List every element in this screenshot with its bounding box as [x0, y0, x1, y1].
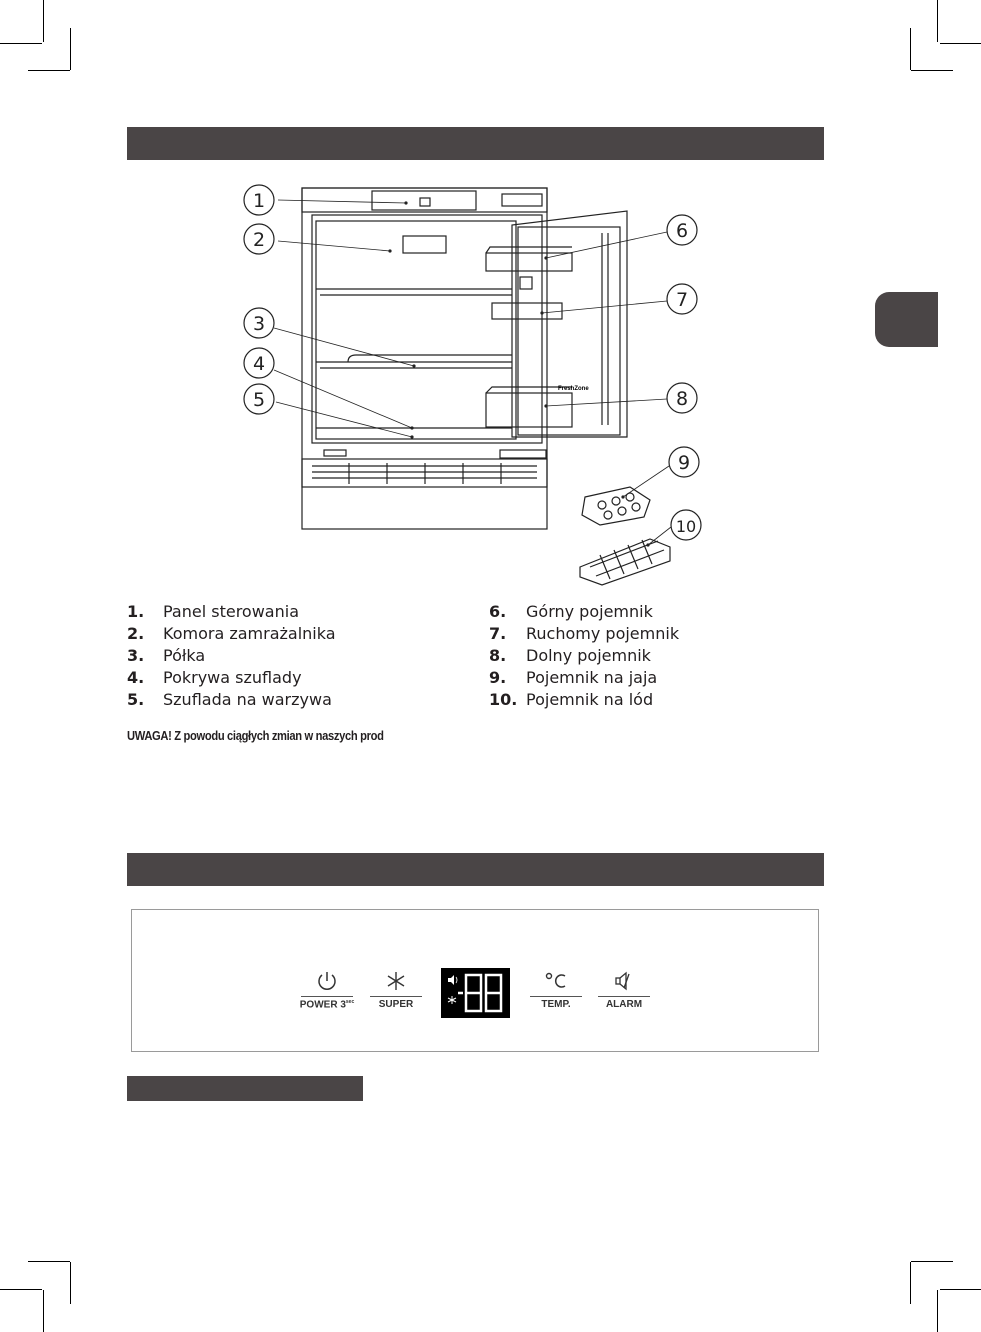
super-button[interactable]: SUPER — [368, 970, 424, 1010]
temp-button[interactable]: TEMP. — [528, 970, 584, 1010]
control-panel-top — [302, 188, 547, 212]
crop-mark — [70, 28, 71, 70]
list-item: 1. Panel sterowania — [127, 602, 299, 621]
door-outline — [512, 211, 627, 437]
crop-mark — [910, 28, 911, 70]
seven-segment-digits — [458, 975, 501, 1011]
crop-mark — [70, 1262, 71, 1304]
crop-mark — [28, 70, 70, 71]
list-item: 8. Dolny pojemnik — [489, 646, 651, 665]
list-item: 6. Górny pojemnik — [489, 602, 653, 621]
chapter-tab — [875, 292, 938, 347]
fridge-diagram — [230, 175, 710, 587]
list-item: 9. Pojemnik na jaja — [489, 668, 658, 687]
crop-mark — [43, 0, 44, 42]
callout-3: 3 — [252, 313, 266, 335]
callout-7: 7 — [675, 289, 689, 311]
list-item: 10. Pojemnik na lód — [489, 690, 654, 709]
list-item: 4. Pokrywa szuflady — [127, 668, 302, 687]
callout-8: 8 — [675, 388, 689, 410]
snowflake-icon — [448, 996, 456, 1004]
crop-mark — [937, 1290, 938, 1332]
list-item: 7. Ruchomy pojemnik — [489, 624, 680, 643]
ice-tray — [580, 539, 670, 585]
celsius-icon — [528, 970, 584, 994]
upper-bin — [486, 253, 572, 271]
crop-mark — [937, 0, 938, 42]
section-header-bar — [127, 853, 824, 886]
fresh-zone-label: FreshZone — [558, 386, 589, 392]
subsection-header-bar — [127, 1076, 363, 1101]
section-header-bar — [127, 127, 824, 160]
crop-mark — [0, 1289, 42, 1290]
crop-mark — [940, 1289, 981, 1290]
crop-mark — [28, 1261, 70, 1262]
callout-5: 5 — [252, 389, 266, 411]
crop-mark — [911, 70, 953, 71]
list-item: 5. Szuflada na warzywa — [127, 690, 332, 709]
led-display — [441, 968, 510, 1018]
speaker-mute-icon — [596, 970, 652, 994]
power-icon — [298, 970, 356, 994]
freezer-compartment — [312, 215, 542, 443]
snowflake-icon — [368, 970, 424, 994]
warning-note: UWAGA! Z powodu ciągłych zmian w naszych prod — [127, 728, 384, 743]
crop-mark — [0, 43, 42, 44]
movable-bin — [492, 303, 562, 319]
list-item: 3. Półka — [127, 646, 206, 665]
parts-list-left — [127, 601, 336, 711]
callout-1: 1 — [252, 190, 266, 212]
list-item: 2. Komora zamrażalnika — [127, 624, 336, 643]
alarm-button[interactable]: ALARM — [596, 970, 652, 1010]
parts-list-right — [489, 601, 679, 711]
callout-2: 2 — [252, 229, 266, 251]
crop-mark — [43, 1290, 44, 1332]
callout-10: 10 — [675, 517, 697, 536]
lower-bin — [486, 393, 572, 427]
callout-6: 6 — [675, 220, 689, 242]
crop-mark — [911, 1261, 953, 1262]
crop-mark — [910, 1262, 911, 1304]
power-button[interactable]: POWER $3^{sec}$ — [298, 970, 356, 1010]
callout-9: 9 — [677, 452, 691, 474]
callout-4: 4 — [252, 353, 266, 375]
crop-mark — [940, 43, 981, 44]
speaker-icon — [448, 975, 457, 985]
